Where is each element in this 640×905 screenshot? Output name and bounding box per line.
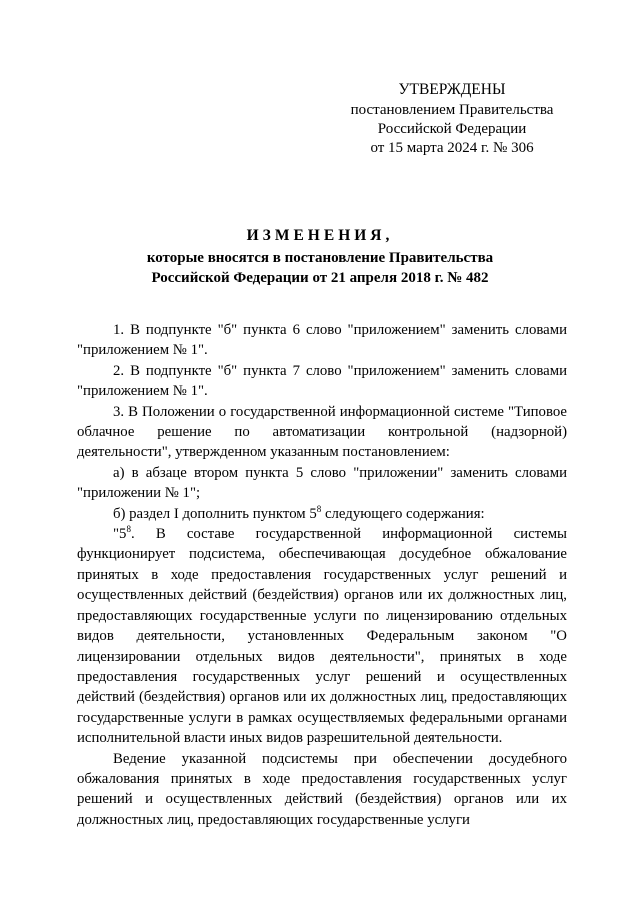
- approval-block: [346, 80, 558, 158]
- paragraph-5-8-text: . В составе государственной информационной системы функционирует подсистема, обеспечивающая досудебное обжалование принятых в ходе предоставления государственных услуг решений и осуществленных действий (бездействия) органов или их должностных лиц, предоставляющих государственные услуги по лицензированию отдельных видов деятельности, установленных Федеральным законом "О лицензировании отдельных видов деятельности", принятых в ходе предоставления государственных услуг решений и осуществленных действий (бездействия) органов или их должностных лиц, предоставляющих государственные услуги в рамках осуществляемых федеральными органами исполнительной власти иных видов разрешительной деятельности.: [77, 526, 567, 747]
- paragraph-3: 3. В Положении о государственной информационной системе "Типовое облачное решение по автоматизации контрольной (надзорной) деятельности", утвержденном указанным постановлением:: [77, 403, 567, 461]
- paragraph-3b-text: б) раздел I дополнить пунктом 5: [113, 505, 317, 522]
- paragraph-2: 2. В подпункте "б" пункта 7 слово "приложением" заменить словами "приложением № 1".: [77, 362, 567, 400]
- approval-heading: УТВЕРЖДЕНЫ: [398, 81, 506, 98]
- subtitle-line-2: Российской Федерации от 21 апреля 2018 г. № 482: [151, 270, 489, 286]
- document-body: [77, 320, 567, 830]
- subtitle-line-1: которые вносятся в постановление Правительства: [146, 250, 494, 266]
- document-subtitle: [120, 248, 520, 288]
- paragraph-subsystem: Ведение указанной подсистемы при обеспечении досудебного обжалования принятых в ходе предоставления государственных услуг решений и осуществленных действий (бездействия) органов или их должностных лиц, предоставляющих государственные услуги: [77, 750, 567, 828]
- paragraph-1: 1. В подпункте "б" пункта 6 слово "приложением" заменить словами "приложением № 1".: [77, 322, 567, 359]
- approval-line-1: постановлением Правительства: [350, 102, 554, 118]
- document-title: ИЗМЕНЕНИЯ,: [246, 227, 394, 244]
- paragraph-3a: а) в абзаце втором пункта 5 слово "приложении" заменить словами "приложении № 1";: [77, 464, 567, 502]
- paragraph-5-8: [77, 524, 567, 748]
- paragraph-3b-superscript: 8: [316, 503, 322, 514]
- approval-line-3: от 15 марта 2024 г. № 306: [370, 140, 534, 156]
- paragraph-5-8-superscript: 8: [126, 524, 131, 535]
- paragraph-5-8-number: "5: [113, 526, 127, 543]
- paragraph-3b: [77, 504, 567, 524]
- approval-line-2: Российской Федерации: [377, 121, 527, 137]
- paragraph-3b-tail: следующего содержания:: [321, 505, 485, 522]
